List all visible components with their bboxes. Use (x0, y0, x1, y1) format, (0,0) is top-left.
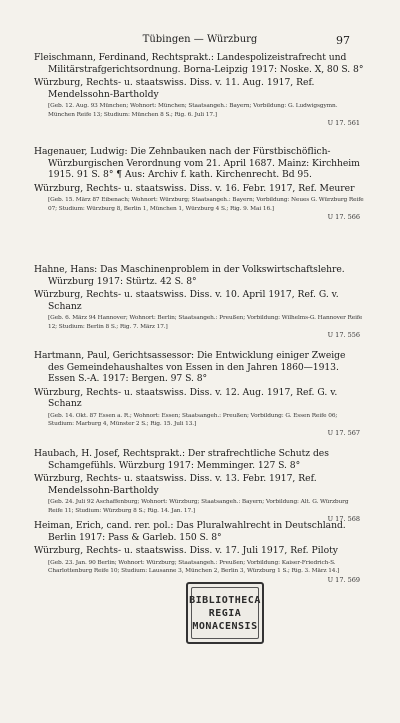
entry-call-number: U 17. 567 (327, 428, 360, 437)
entry-dissertation: Würzburg, Rechts- u. staatswiss. Diss. v. 11. Aug. 1917, Ref. Mendelssohn-Bartholdy (34, 77, 315, 100)
page-number: 97 (336, 34, 350, 47)
entry-note: [Geb. 24. Juli 92 Aschaffenburg; Wohnort: Würzburg; Staatsangeh.: Bayern; Vorbildung: Alt. G. Würzburg Reife 11; Studium: Würzburg 8 S.; Rig. 14. Jan. 17.] (48, 499, 349, 514)
entry-fleischmann (34, 52, 364, 127)
entry-title: Hartmann, Paul, Gerichtsassessor: Die Entwicklung einiger Zweige des Gemeindehaushaltes von Essen in den Jahren 1860—1913. Essen S.-A. 1917: Bergen. 97 S. 8° (34, 350, 346, 385)
entry-note: [Geb. 15. März 87 Eibenach; Wohnort: Würzburg; Staatsangeh.: Bayern; Vorbildung: Neues G. Würzburg Reife 07; Studium: Würzburg 8, Berlin 1, München 1, Würzburg 4 S.; Rig. 9. Mai 16.] (48, 197, 364, 212)
entry-hagenauer (34, 146, 364, 221)
stamp-line: REGIA (208, 607, 242, 619)
entry-title: Hagenauer, Ludwig: Die Zehnbauken nach der Fürstbischöflich-Würzburgischen Verordnung vom 21. April 1687. Mainz: Kirchheim 1915. 91 S. 8° ¶ Aus: Archiv f. kath. Kirchenrecht. Bd 95. (34, 146, 360, 181)
stamp-line: MONACENSIS (192, 620, 258, 632)
entry-hahne (34, 264, 364, 339)
entry-dissertation: Würzburg, Rechts- u. staatswiss. Diss. v. 17. Juli 1917, Ref. Piloty (34, 545, 338, 557)
entry-dissertation: Würzburg, Rechts- u. staatswiss. Diss. v. 12. Aug. 1917, Ref. G. v. Schanz (34, 386, 338, 410)
entry-dissertation: Würzburg, Rechts- u. staatswiss. Diss. v. 16. Febr. 1917, Ref. Meurer (34, 182, 355, 194)
stamp-line: BIBLIOTHECA (189, 594, 261, 606)
entry-haubach (34, 448, 364, 523)
entry-call-number: U 17. 568 (327, 515, 360, 524)
entry-note: [Geb. 14. Okt. 87 Essen a. R.; Wohnort: Essen; Staatsangeh.: Preußen; Vorbildung: G. Essen Reife 06; Studium: Marburg 4, Münster 2 S.; Rig. 15. Juli 13.] (48, 412, 338, 428)
entry-dissertation: Würzburg, Rechts- u. staatswiss. Diss. v. 10. April 1917, Ref. G. v. Schanz (34, 289, 339, 312)
entry-hartmann (34, 350, 364, 437)
entry-title: Haubach, H. Josef, Rechtsprakt.: Der strafrechtliche Schutz des Schamgefühls. Würzburg 1917: Memminger. 127 S. 8° (34, 448, 329, 471)
entry-title: Fleischmann, Ferdinand, Rechtsprakt.: Landespolizeistrafrecht und Militärstrafgerichtsordnung. Borna-Leipzig 1917: Noske. X, 80 S. 8° (34, 52, 364, 75)
entry-heiman (34, 520, 364, 584)
entry-title: Heiman, Erich, cand. rer. pol.: Das Pluralwahlrecht in Deutschland. Berlin 1917: Pass & Garleb. 150 S. 8° (34, 520, 346, 543)
entry-note: [Geb. 23. Jan. 90 Berlin; Wohnort: Würzburg; Staatsangeh.: Preußen; Vorbildung: Kaiser-Friedrich-S. Charlottenburg Reife 10; Studium: Lausanne 3, München 2, Berlin 3, Würzburg 1 S.; Rig. 3. März 14.] (48, 559, 340, 575)
entry-call-number: U 17. 561 (327, 119, 360, 128)
running-head: Tübingen — Würzburg (142, 34, 258, 45)
library-stamp (186, 582, 264, 644)
entry-note: [Geb. 6. März 94 Hannover; Wohnort: Berlin; Staatsangeh.: Preußen; Vorbildung: Wilhelms-G. Hannover Reife 12; Studium: Berlin 8 S.; Rig. 7. März 17.] (48, 315, 363, 330)
entry-call-number: U 17. 556 (327, 331, 360, 340)
entry-dissertation: Würzburg, Rechts- u. staatswiss. Diss. v. 13. Febr. 1917, Ref. Mendelssohn-Bartholdy (34, 473, 317, 496)
entry-title: Hahne, Hans: Das Maschinenproblem in der Volkswirtschaftslehre. Würzburg 1917: Stürtz. 42 S. 8° (34, 264, 345, 287)
entry-call-number: U 17. 569 (327, 575, 360, 584)
entry-note: [Geb. 12. Aug. 93 München; Wohnort: München; Staatsangeh.: Bayern; Vorbildung: G. Ludwigsgymn. München Reife 13; Studium: München 8 S.; Rig. 6. Juli 17.] (48, 103, 338, 118)
entry-call-number: U 17. 566 (327, 213, 360, 222)
